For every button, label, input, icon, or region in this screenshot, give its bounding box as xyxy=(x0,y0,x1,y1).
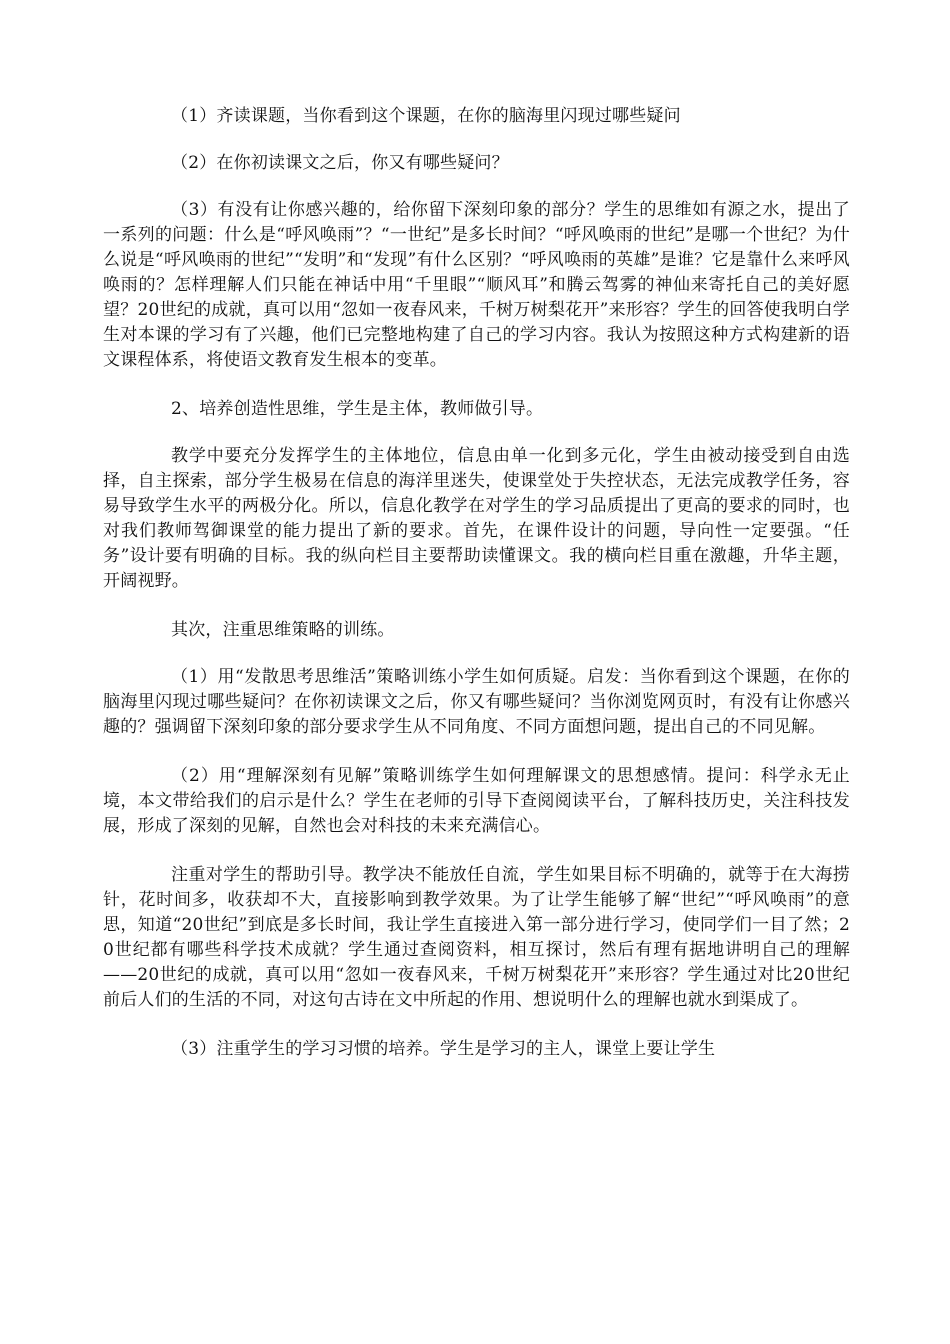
paragraph-3: （3）有没有让你感兴趣的，给你留下深刻印象的部分？学生的思维如有源之水，提出了一系列的问题：什么是“呼风唤雨”？“一世纪”是多长时间？“呼风唤雨的世纪”是哪一个世纪？为什么说是“呼风唤雨的世纪”“发明”和“发现”有什么区别？“呼风唤雨的英雄”是谁？它是靠什么来呼风唤雨的？怎样理解人们只能在神话中用“千里眼”“顺风耳”和腾云驾雾的神仙来寄托自己的美好愿望？20世纪的成就，真可以用“忽如一夜春风来，千树万树梨花开”来形容？学生的回答使我明白学生对本课的学习有了兴趣，他们已完整地构建了自己的学习内容。我认为按照这种方式构建新的语文课程体系，将使语文教育发生根本的变革。 xyxy=(103,200,850,370)
paragraph-7: （1）用“发散思考思维活”策略训练小学生如何质疑。启发：当你看到这个课题，在你的脑海里闪现过哪些疑问？在你初读课文之后，你又有哪些疑问？当你浏览网页时，有没有让你感兴趣的？强调留下深刻印象的部分要求学生从不同角度、不同方面想问题，提出自己的不同见解。 xyxy=(103,667,850,737)
paragraph-1: （1）齐读课题，当你看到这个课题，在你的脑海里闪现过哪些疑问 xyxy=(171,106,681,126)
paragraph-9: 注重对学生的帮助引导。教学决不能放任自流，学生如果目标不明确的，就等于在大海捞针，花时间多，收获却不大，直接影响到教学效果。为了让学生能够了解“世纪”“呼风唤雨”的意思，知道“20世纪”到底是多长时间，我让学生直接进入第一部分进行学习，使同学们一目了然；20世纪都有哪些科学技术成就？学生通过查阅资料，相互探讨，然后有理有据地讲明自己的理解——20世纪的成就，真可以用“忽如一夜春风来，千树万树梨花开”来形容？学生通过对比20世纪前后人们的生活的不同，对这句古诗在文中所起的作用、想说明什么的理解也就水到渠成了。 xyxy=(103,865,850,1010)
paragraph-2: （2）在你初读课文之后，你又有哪些疑问？ xyxy=(171,153,509,173)
paragraph-6: 其次，注重思维策略的训练。 xyxy=(171,620,395,640)
paragraph-8: （2）用“理解深刻有见解”策略训练学生如何理解课文的思想感情。提问：科学永无止境，本文带给我们的启示是什么？学生在老师的引导下查阅阅读平台，了解科技历史，关注科技发展，形成了深刻的见解，自然也会对科技的未来充满信心。 xyxy=(103,766,850,836)
paragraph-4: 2、培养创造性思维，学生是主体，教师做引导。 xyxy=(171,399,544,419)
paragraph-5: 教学中要充分发挥学生的主体地位，信息由单一化到多元化，学生由被动接受到自由选择，自主探索，部分学生极易在信息的海洋里迷失，使课堂处于失控状态，无法完成教学任务，容易导致学生水平的两极分化。所以，信息化教学在对学生的学习品质提出了更高的要求的同时，也对我们教师驾御课堂的能力提出了新的要求。首先，在课件设计的问题，导向性一定要强。“任务”设计要有明确的目标。我的纵向栏目主要帮助读懂课文。我的横向栏目重在激趣，升华主题，开阔视野。 xyxy=(103,446,850,591)
paragraph-10: （3）注重学生的学习习惯的培养。学生是学习的主人，课堂上要让学生 xyxy=(171,1039,716,1059)
